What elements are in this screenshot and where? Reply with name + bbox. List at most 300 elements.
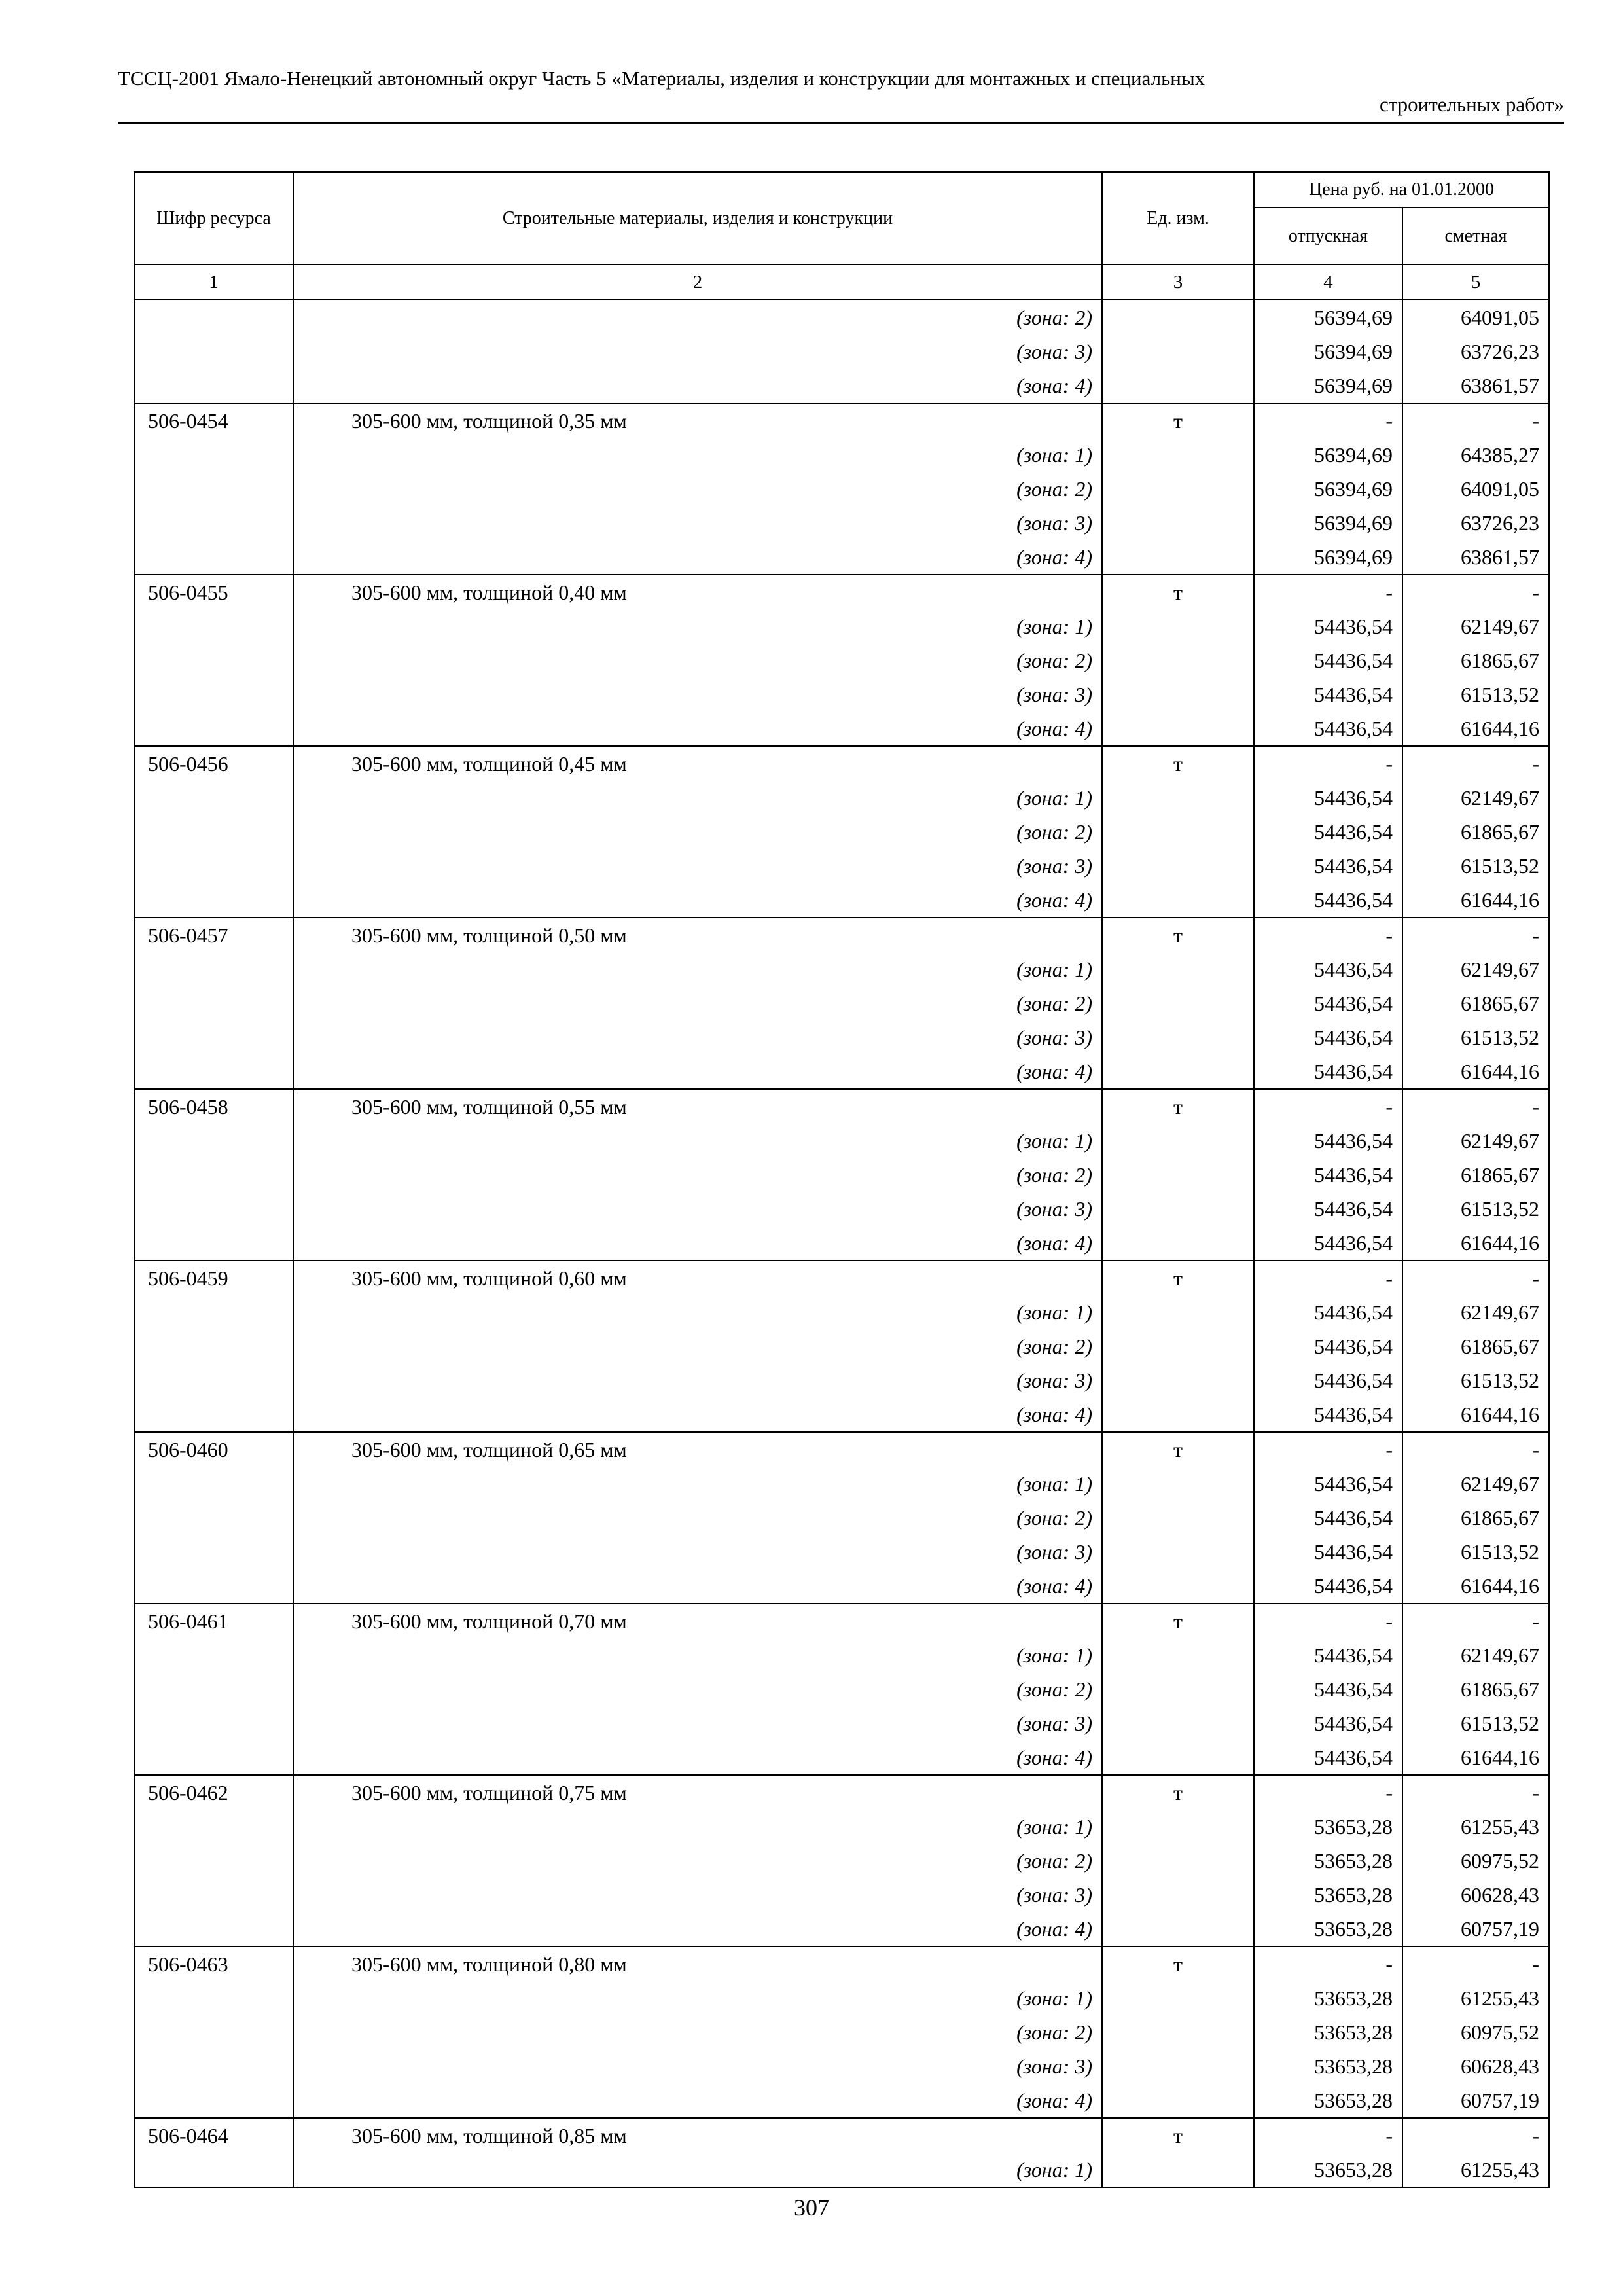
estimate-price-cell: 64091,05 [1402,472,1549,506]
table-row [134,1226,1549,1261]
table-row [134,609,1549,643]
estimate-price-cell: 61865,67 [1402,815,1549,849]
table-row [134,1672,1549,1706]
zone-label: (зона: 3) [293,1020,1102,1054]
zone-label: (зона: 1) [293,952,1102,986]
unit-cell [1102,781,1254,815]
unit-cell [1102,1535,1254,1569]
resource-code [134,1158,293,1192]
release-price-cell: - [1254,1089,1402,1124]
resource-code [134,1535,293,1569]
zone-label: (зона: 2) [293,472,1102,506]
resource-code [134,1020,293,1054]
table-row [134,334,1549,368]
estimate-price-cell: 60975,52 [1402,1844,1549,1878]
resource-code [134,883,293,918]
release-price-cell: 54436,54 [1254,849,1402,883]
release-price-cell: 53653,28 [1254,2049,1402,2083]
resource-code [134,1878,293,1912]
release-price-cell: 54436,54 [1254,1363,1402,1397]
table-row [134,1158,1549,1192]
unit-cell [1102,1124,1254,1158]
resource-code [134,609,293,643]
header-line-1: ТССЦ-2001 Ямало-Ненецкий автономный округ Часть 5 «Материалы, изделия и конструкции для монтажных и специальных [118,67,1205,90]
unit-cell [1102,1054,1254,1089]
zone-label: (зона: 2) [293,815,1102,849]
resource-code [134,1124,293,1158]
estimate-price-cell: 61865,67 [1402,643,1549,677]
table-row [134,1192,1549,1226]
zone-label: (зона: 4) [293,1226,1102,1261]
table-row [134,643,1549,677]
release-price-cell: - [1254,1604,1402,1638]
estimate-price-cell: 60757,19 [1402,2083,1549,2118]
unit-cell: т [1102,1432,1254,1467]
unit-cell [1102,1810,1254,1844]
zone-label: (зона: 1) [293,781,1102,815]
resource-code: 506-0463 [134,1946,293,1981]
resource-code [134,1192,293,1226]
table-row [134,1878,1549,1912]
zone-label: (зона: 3) [293,1363,1102,1397]
unit-cell [1102,986,1254,1020]
release-price-cell: - [1254,1775,1402,1810]
table-row [134,575,1549,609]
table-row [134,918,1549,952]
material-name: 305-600 мм, толщиной 0,65 мм [293,1432,1102,1467]
resource-code [134,472,293,506]
estimate-price-cell: 61644,16 [1402,1740,1549,1775]
estimate-price-cell: 61513,52 [1402,1535,1549,1569]
zone-label: (зона: 2) [293,1329,1102,1363]
resource-code: 506-0461 [134,1604,293,1638]
table-row [134,1020,1549,1054]
material-name: 305-600 мм, толщиной 0,35 мм [293,403,1102,438]
zone-label: (зона: 1) [293,1124,1102,1158]
unit-cell: т [1102,1775,1254,1810]
estimate-price-cell: 62149,67 [1402,1638,1549,1672]
unit-cell [1102,2015,1254,2049]
table-row [134,986,1549,1020]
release-price-cell: - [1254,1946,1402,1981]
release-price-cell: - [1254,746,1402,781]
table-row [134,1295,1549,1329]
release-price-cell: 54436,54 [1254,643,1402,677]
zone-label: (зона: 4) [293,368,1102,403]
table-row [134,883,1549,918]
release-price-cell: 54436,54 [1254,1535,1402,1569]
release-price-cell: 53653,28 [1254,1981,1402,2015]
release-price-cell: 53653,28 [1254,1912,1402,1946]
zone-label: (зона: 2) [293,986,1102,1020]
unit-cell: т [1102,403,1254,438]
release-price-cell: 54436,54 [1254,1226,1402,1261]
unit-cell [1102,677,1254,711]
column-number: 1 [134,264,293,300]
release-price-cell: 54436,54 [1254,609,1402,643]
estimate-price-cell: 61255,43 [1402,1810,1549,1844]
unit-cell [1102,815,1254,849]
resource-code [134,1569,293,1604]
zone-label: (зона: 4) [293,883,1102,918]
resource-code [134,1912,293,1946]
table-row [134,506,1549,540]
estimate-price-cell: 61865,67 [1402,1672,1549,1706]
resource-code [134,1844,293,1878]
table-row [134,1501,1549,1535]
unit-cell [1102,506,1254,540]
unit-cell [1102,2083,1254,2118]
resource-code [134,677,293,711]
material-name: 305-600 мм, толщиной 0,40 мм [293,575,1102,609]
resource-code [134,1501,293,1535]
unit-cell: т [1102,2118,1254,2153]
estimate-price-cell: 63726,23 [1402,334,1549,368]
resource-code [134,1226,293,1261]
resource-code [134,1397,293,1432]
resource-code [134,2153,293,2187]
page-number: 307 [794,2195,829,2221]
release-price-cell: 56394,69 [1254,300,1402,334]
release-price-cell: 53653,28 [1254,2015,1402,2049]
release-price-cell: 53653,28 [1254,2153,1402,2187]
unit-cell [1102,540,1254,575]
release-price-cell: 53653,28 [1254,2083,1402,2118]
resource-code [134,1981,293,2015]
table-row [134,472,1549,506]
resource-code [134,1740,293,1775]
release-price-cell: 56394,69 [1254,368,1402,403]
release-price-cell: - [1254,575,1402,609]
table-row [134,952,1549,986]
resource-code [134,1706,293,1740]
zone-label: (зона: 4) [293,2083,1102,2118]
header-code: Шифр ресурса [134,172,293,264]
price-table [134,171,1550,2188]
unit-cell [1102,1672,1254,1706]
table-row [134,1124,1549,1158]
estimate-price-cell: - [1402,746,1549,781]
table-row [134,1535,1549,1569]
resource-code [134,2083,293,2118]
unit-cell [1102,2049,1254,2083]
table-row [134,2153,1549,2187]
zone-label: (зона: 3) [293,2049,1102,2083]
resource-code: 506-0462 [134,1775,293,1810]
zone-label: (зона: 1) [293,438,1102,472]
unit-cell [1102,1226,1254,1261]
unit-cell [1102,849,1254,883]
table-row [134,1706,1549,1740]
resource-code [134,334,293,368]
header-price-group: Цена руб. на 01.01.2000 [1254,172,1549,207]
zone-label: (зона: 2) [293,1672,1102,1706]
column-number: 4 [1254,264,1402,300]
table-row [134,2015,1549,2049]
unit-cell: т [1102,1261,1254,1295]
release-price-cell: 54436,54 [1254,1569,1402,1604]
page-header [118,65,1564,118]
estimate-price-cell: 61644,16 [1402,1569,1549,1604]
resource-code [134,1363,293,1397]
estimate-price-cell: 62149,67 [1402,1467,1549,1501]
table-row [134,1775,1549,1810]
resource-code: 506-0455 [134,575,293,609]
release-price-cell: 54436,54 [1254,1295,1402,1329]
release-price-cell: 54436,54 [1254,1467,1402,1501]
resource-code [134,1295,293,1329]
unit-cell: т [1102,746,1254,781]
table-row [134,1604,1549,1638]
unit-cell: т [1102,1089,1254,1124]
resource-code: 506-0458 [134,1089,293,1124]
release-price-cell: 54436,54 [1254,815,1402,849]
zone-label: (зона: 1) [293,1981,1102,2015]
unit-cell [1102,438,1254,472]
material-name: 305-600 мм, толщиной 0,85 мм [293,2118,1102,2153]
table-row [134,1981,1549,2015]
table-row [134,815,1549,849]
estimate-price-cell: 61865,67 [1402,986,1549,1020]
unit-cell: т [1102,1946,1254,1981]
unit-cell [1102,1020,1254,1054]
table-row [134,1844,1549,1878]
header-unit: Ед. изм. [1102,172,1254,264]
release-price-cell: 53653,28 [1254,1810,1402,1844]
zone-label: (зона: 4) [293,1740,1102,1775]
table-row [134,1261,1549,1295]
resource-code [134,781,293,815]
zone-label: (зона: 4) [293,1569,1102,1604]
material-name: 305-600 мм, толщиной 0,80 мм [293,1946,1102,1981]
table-row [134,1467,1549,1501]
release-price-cell: - [1254,918,1402,952]
release-price-cell: 56394,69 [1254,472,1402,506]
estimate-price-cell: 61865,67 [1402,1158,1549,1192]
zone-label: (зона: 4) [293,711,1102,746]
table-row [134,1638,1549,1672]
release-price-cell: 54436,54 [1254,1397,1402,1432]
table-row [134,1089,1549,1124]
header-name: Строительные материалы, изделия и конструкции [293,172,1102,264]
table-row [134,1363,1549,1397]
unit-cell [1102,883,1254,918]
zone-label: (зона: 3) [293,1192,1102,1226]
estimate-price-cell: 62149,67 [1402,781,1549,815]
release-price-cell: 53653,28 [1254,1844,1402,1878]
release-price-cell: 54436,54 [1254,1740,1402,1775]
table-row [134,746,1549,781]
unit-cell: т [1102,1604,1254,1638]
zone-label: (зона: 1) [293,1295,1102,1329]
resource-code [134,711,293,746]
estimate-price-cell: 61513,52 [1402,677,1549,711]
estimate-price-cell: 60628,43 [1402,1878,1549,1912]
unit-cell [1102,1329,1254,1363]
estimate-price-cell: 61513,52 [1402,1706,1549,1740]
resource-code [134,815,293,849]
table-row [134,438,1549,472]
unit-cell: т [1102,918,1254,952]
resource-code [134,506,293,540]
column-number: 2 [293,264,1102,300]
table-row [134,1912,1549,1946]
estimate-price-cell: 62149,67 [1402,1124,1549,1158]
unit-cell [1102,1981,1254,2015]
resource-code [134,986,293,1020]
table-row [134,1432,1549,1467]
estimate-price-cell: 61865,67 [1402,1329,1549,1363]
resource-code [134,1638,293,1672]
table-row [134,540,1549,575]
column-number: 5 [1402,264,1549,300]
table-row [134,300,1549,334]
table-row [134,711,1549,746]
resource-code [134,1672,293,1706]
resource-code: 506-0454 [134,403,293,438]
estimate-price-cell: 64385,27 [1402,438,1549,472]
estimate-price-cell: - [1402,1604,1549,1638]
release-price-cell: 54436,54 [1254,1054,1402,1089]
header-line-2: строительных работ» [1379,93,1564,116]
zone-label: (зона: 1) [293,1810,1102,1844]
release-price-cell: - [1254,403,1402,438]
estimate-price-cell: - [1402,1089,1549,1124]
release-price-cell: 54436,54 [1254,1158,1402,1192]
estimate-price-cell: 60757,19 [1402,1912,1549,1946]
table-row [134,849,1549,883]
table-row [134,1740,1549,1775]
release-price-cell: - [1254,1261,1402,1295]
resource-code [134,300,293,334]
estimate-price-cell: 61644,16 [1402,883,1549,918]
resource-code [134,952,293,986]
header-rule [118,122,1564,124]
release-price-cell: 53653,28 [1254,1878,1402,1912]
release-price-cell: 54436,54 [1254,1124,1402,1158]
release-price-cell: 56394,69 [1254,506,1402,540]
estimate-price-cell: - [1402,918,1549,952]
resource-code [134,2015,293,2049]
table-row [134,403,1549,438]
table-row [134,1329,1549,1363]
estimate-price-cell: 61513,52 [1402,849,1549,883]
release-price-cell: - [1254,2118,1402,2153]
zone-label: (зона: 1) [293,609,1102,643]
unit-cell [1102,472,1254,506]
table-row [134,2049,1549,2083]
estimate-price-cell: - [1402,1946,1549,1981]
release-price-cell: 56394,69 [1254,438,1402,472]
release-price-cell: 54436,54 [1254,711,1402,746]
estimate-price-cell: 61644,16 [1402,711,1549,746]
release-price-cell: 54436,54 [1254,1329,1402,1363]
unit-cell [1102,1467,1254,1501]
zone-label: (зона: 4) [293,1912,1102,1946]
estimate-price-cell: 61644,16 [1402,1226,1549,1261]
resource-code [134,643,293,677]
estimate-price-cell: 63861,57 [1402,540,1549,575]
unit-cell [1102,1363,1254,1397]
zone-label: (зона: 2) [293,300,1102,334]
estimate-price-cell: - [1402,575,1549,609]
zone-label: (зона: 2) [293,643,1102,677]
zone-label: (зона: 3) [293,677,1102,711]
release-price-cell: 54436,54 [1254,1020,1402,1054]
zone-label: (зона: 4) [293,1397,1102,1432]
resource-code: 506-0464 [134,2118,293,2153]
estimate-price-cell: 61513,52 [1402,1363,1549,1397]
table-row [134,2118,1549,2153]
unit-cell [1102,1706,1254,1740]
resource-code [134,2049,293,2083]
zone-label: (зона: 2) [293,2015,1102,2049]
table-row [134,1569,1549,1604]
header-release-price: отпускная [1254,207,1402,264]
unit-cell [1102,1912,1254,1946]
resource-code [134,1810,293,1844]
material-name: 305-600 мм, толщиной 0,50 мм [293,918,1102,952]
release-price-cell: 54436,54 [1254,1638,1402,1672]
estimate-price-cell: 61865,67 [1402,1501,1549,1535]
estimate-price-cell: 62149,67 [1402,609,1549,643]
zone-label: (зона: 1) [293,2153,1102,2187]
material-name: 305-600 мм, толщиной 0,60 мм [293,1261,1102,1295]
release-price-cell: - [1254,1432,1402,1467]
estimate-price-cell: 63726,23 [1402,506,1549,540]
unit-cell [1102,1569,1254,1604]
unit-cell [1102,2153,1254,2187]
resource-code [134,1054,293,1089]
release-price-cell: 54436,54 [1254,677,1402,711]
header-estimate-price: сметная [1402,207,1549,264]
release-price-cell: 54436,54 [1254,781,1402,815]
estimate-price-cell: 61513,52 [1402,1192,1549,1226]
table-row [134,368,1549,403]
zone-label: (зона: 2) [293,1158,1102,1192]
resource-code [134,1329,293,1363]
table-row [134,1397,1549,1432]
table-row [134,2083,1549,2118]
unit-cell: т [1102,575,1254,609]
unit-cell [1102,368,1254,403]
unit-cell [1102,1158,1254,1192]
estimate-price-cell: 61255,43 [1402,1981,1549,2015]
unit-cell [1102,952,1254,986]
resource-code: 506-0459 [134,1261,293,1295]
unit-cell [1102,1844,1254,1878]
unit-cell [1102,1638,1254,1672]
estimate-price-cell: - [1402,1775,1549,1810]
zone-label: (зона: 4) [293,1054,1102,1089]
estimate-price-cell: 64091,05 [1402,300,1549,334]
zone-label: (зона: 3) [293,334,1102,368]
unit-cell [1102,1192,1254,1226]
unit-cell [1102,1295,1254,1329]
release-price-cell: 54436,54 [1254,1706,1402,1740]
estimate-price-cell: - [1402,403,1549,438]
estimate-price-cell: 61644,16 [1402,1397,1549,1432]
estimate-price-cell: 62149,67 [1402,952,1549,986]
table-body [134,300,1549,2187]
estimate-price-cell: 63861,57 [1402,368,1549,403]
zone-label: (зона: 1) [293,1467,1102,1501]
estimate-price-cell: - [1402,1261,1549,1295]
unit-cell [1102,1397,1254,1432]
zone-label: (зона: 2) [293,1501,1102,1535]
unit-cell [1102,1740,1254,1775]
table-row [134,1946,1549,1981]
